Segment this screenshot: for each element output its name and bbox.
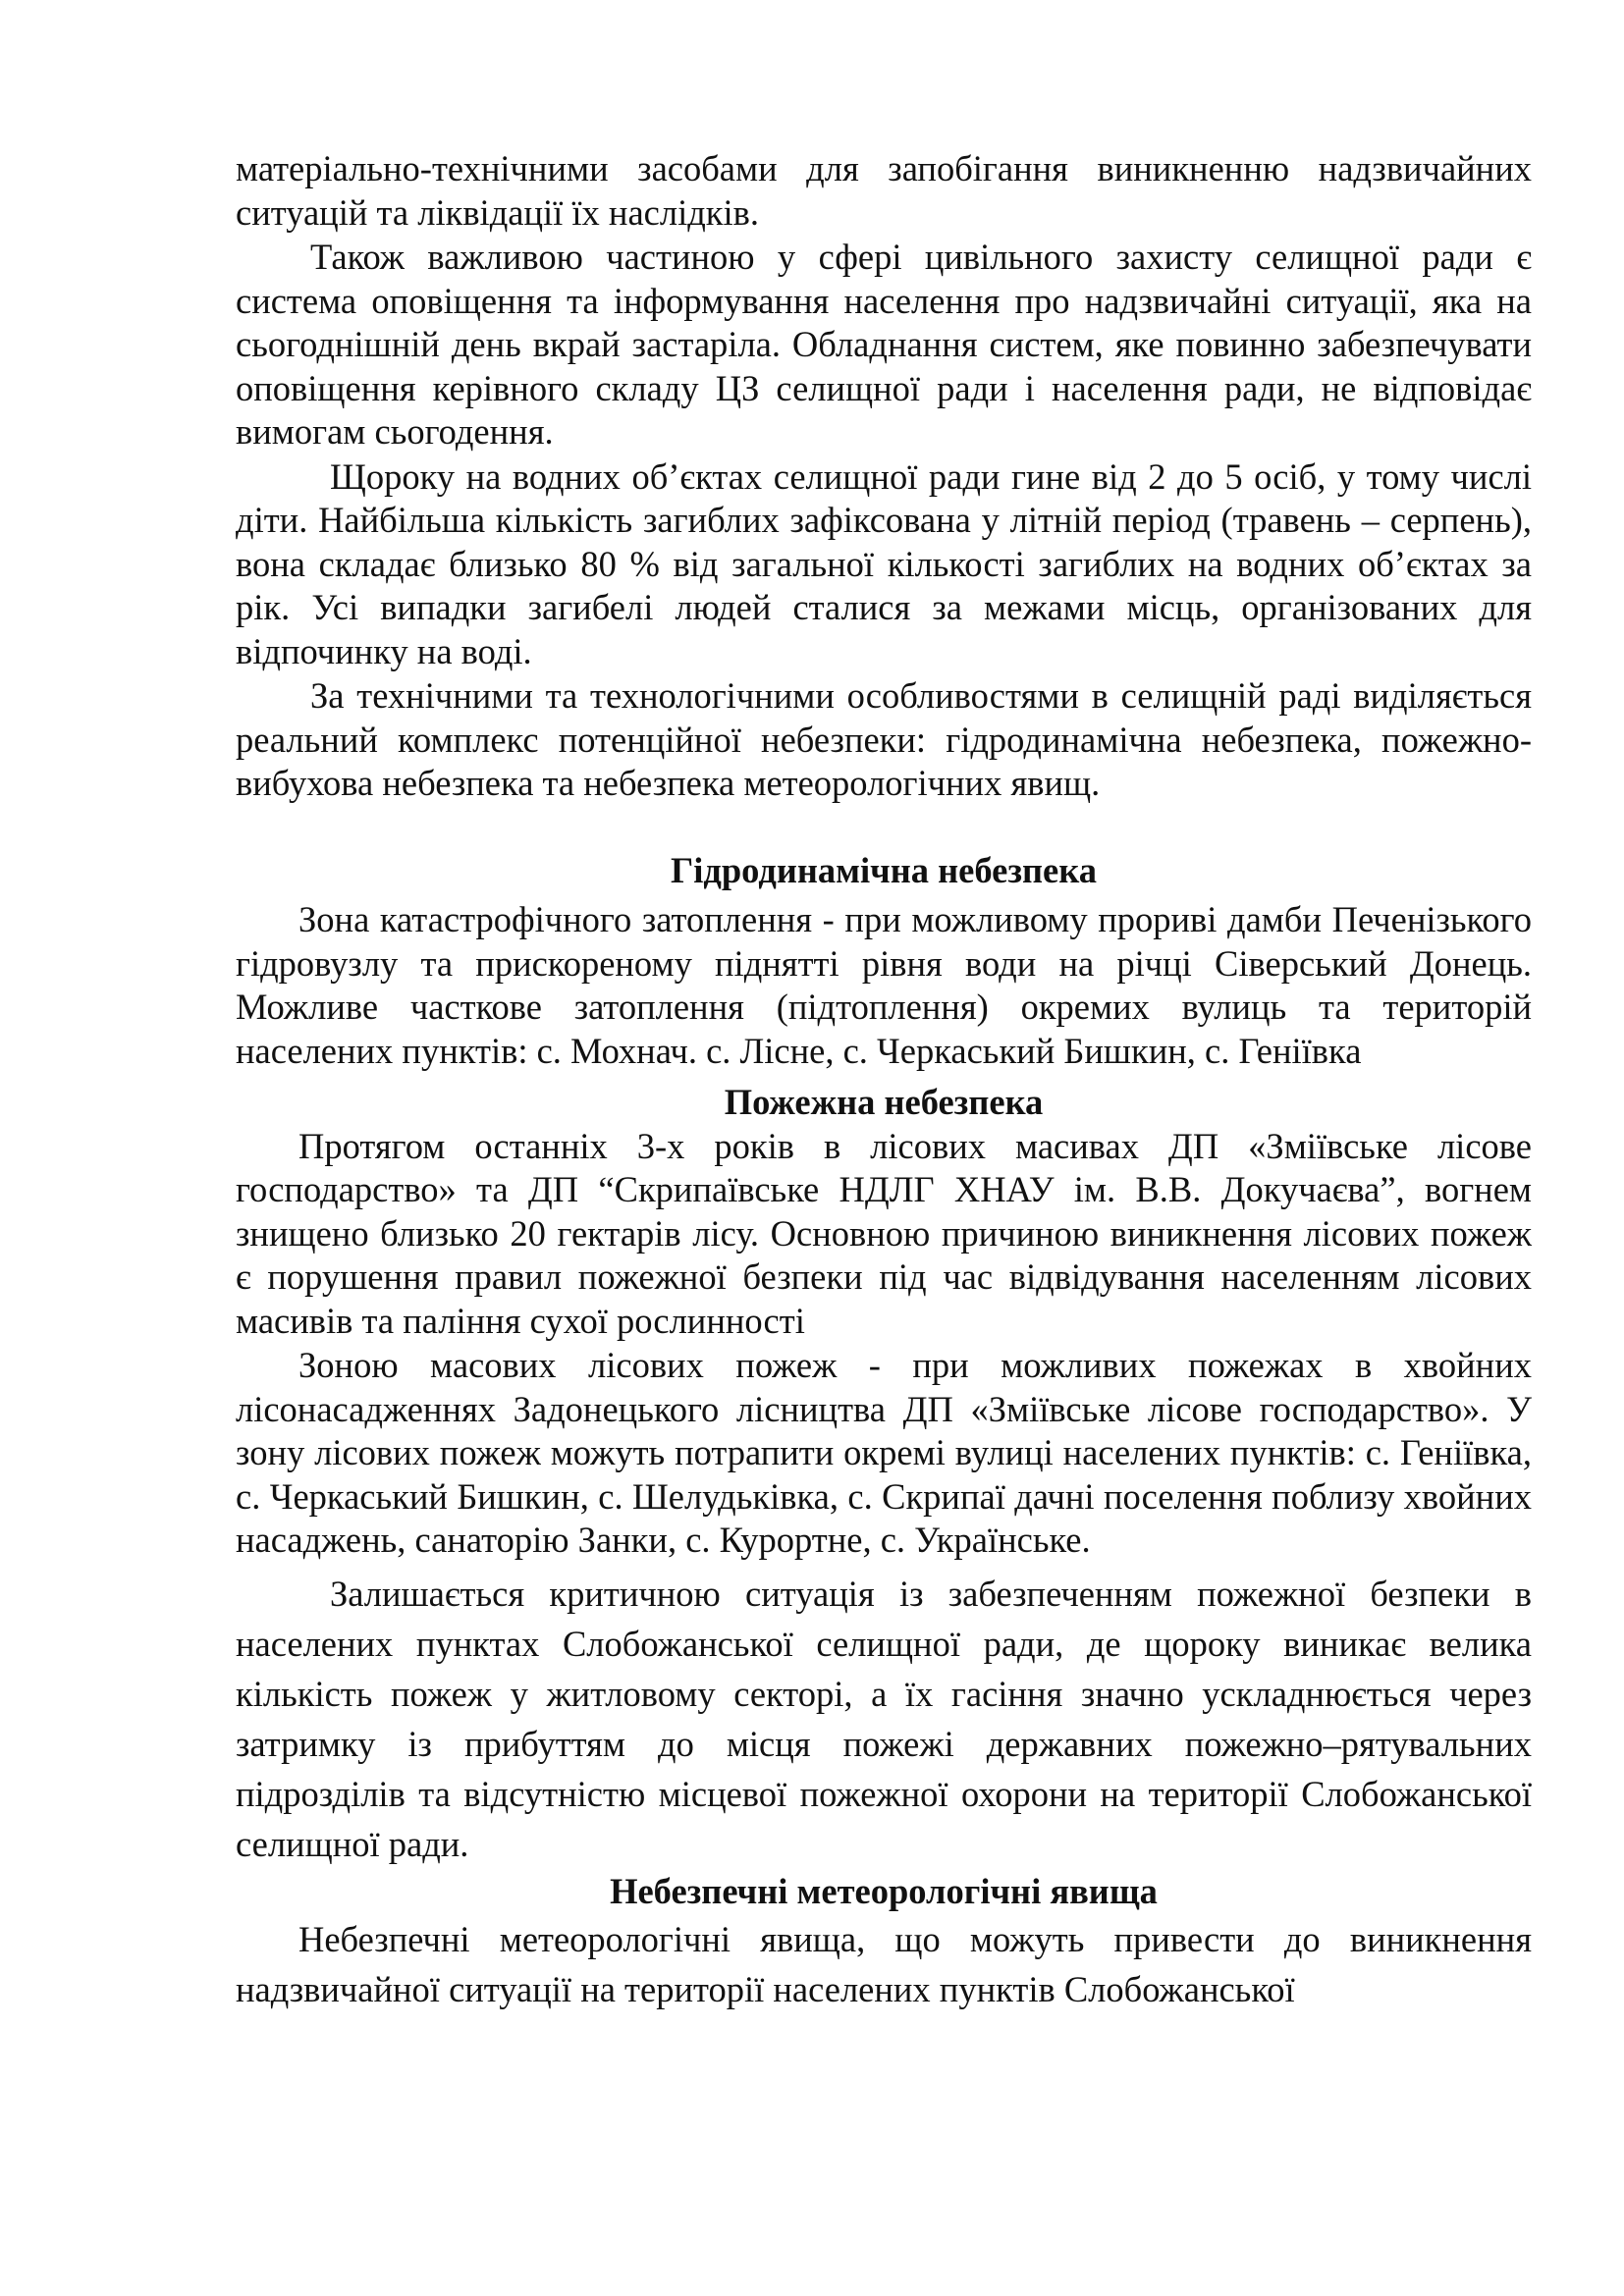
paragraph-flood-zone: Зона катастрофічного затоплення - при можливому прориві дамби Печенізького гідровузлу та прискореному піднятті рівня води на річці Сіверський Донець. Можливе часткове затоплення (підтоплення) окремих вулиць та територій населених пунктів: с. Мохнач. с. Лісне, с. Черкаський Бишкин, с. Геніївка — [236, 899, 1532, 1071]
paragraph-warning-system: Також важливою частиною у сфері цивільного захисту селищної ради є система оповіщення та інформування населення про надзвичайні ситуації, яка на сьогоднішній день вкрай застаріла. Обладнання систем, яке повинно забезпечувати оповіщення керівного складу ЦЗ селищної ради і населення ради, не відповідає вимогам сьогодення. — [236, 237, 1532, 452]
heading-meteorological: Небезпечні метеорологічні явища — [610, 1870, 1158, 1911]
paragraph-fire-safety: Залишається критичною ситуація із забезпеченням пожежної безпеки в населених пунктах Слобожанської селищної ради, де щороку виникає велика кількість пожеж у житловому секторі, а їх гасіння значно ускладнюється через затримку із прибуттям до місця пожежі державних пожежно–рятувальних підрозділів та відсутністю місцевої пожежної охорони на території Слобожанської селищної ради. — [236, 1573, 1532, 1864]
heading-hydrodynamic: Гідродинамічна небезпека — [671, 849, 1097, 890]
paragraph-continuation: матеріально-технічними засобами для запобігання виникненню надзвичайних ситуацій та ліквідації їх наслідків. — [236, 148, 1532, 233]
paragraph-water-deaths: Щороку на водних об’єктах селищної ради гине від 2 до 5 осіб, у тому числі діти. Найбільша кількість загиблих зафіксована у літній період (травень – серпень), вона складає близько 80 % від загальної кількості загиблих на водних об’єктах за рік. Усі випадки загибелі людей сталися за межами місць, організованих для відпочинку на воді. — [236, 455, 1532, 671]
heading-fire-hazard: Пожежна небезпека — [724, 1082, 1044, 1122]
document-body — [236, 147, 1532, 2014]
paragraph-forest-fires: Протягом останніх 3-х років в лісових масивах ДП «Зміївське лісове господарство» та ДП “Скрипаївське НДЛГ ХНАУ ім. В.В. Докучаєва”, вогнем знищено близько 20 гектарів лісу. Основною причиною виникнення лісових пожеж є порушення правил пожежної безпеки під час відвідування населенням лісових масивів та паління сухої рослинності — [236, 1125, 1532, 1341]
paragraph-meteorological: Небезпечні метеорологічні явища, що можуть привести до виникнення надзвичайної ситуації на території населених пунктів Слобожанської — [236, 1919, 1532, 2009]
paragraph-hazard-complex: За технічними та технологічними особливостями в селищній раді виділяється реальний комплекс потенційної небезпеки: гідродинамічна небезпека, пожежно-вибухова небезпека та небезпека метеорологічних явищ. — [236, 675, 1532, 803]
paragraph-mass-fire-zone: Зоною масових лісових пожеж - при можливих пожежах в хвойних лісонасадженнях Задонецького лісництва ДП «Зміївське лісове господарство». У зону лісових пожеж можуть потрапити окремі вулиці населених пунктів: с. Геніївка, с. Черкаський Бишкин, с. Шелудьківка, с. Скрипаї дачні поселення поблизу хвойних насаджень, санаторію Занки, с. Курортне, с. Українське. — [236, 1345, 1532, 1560]
